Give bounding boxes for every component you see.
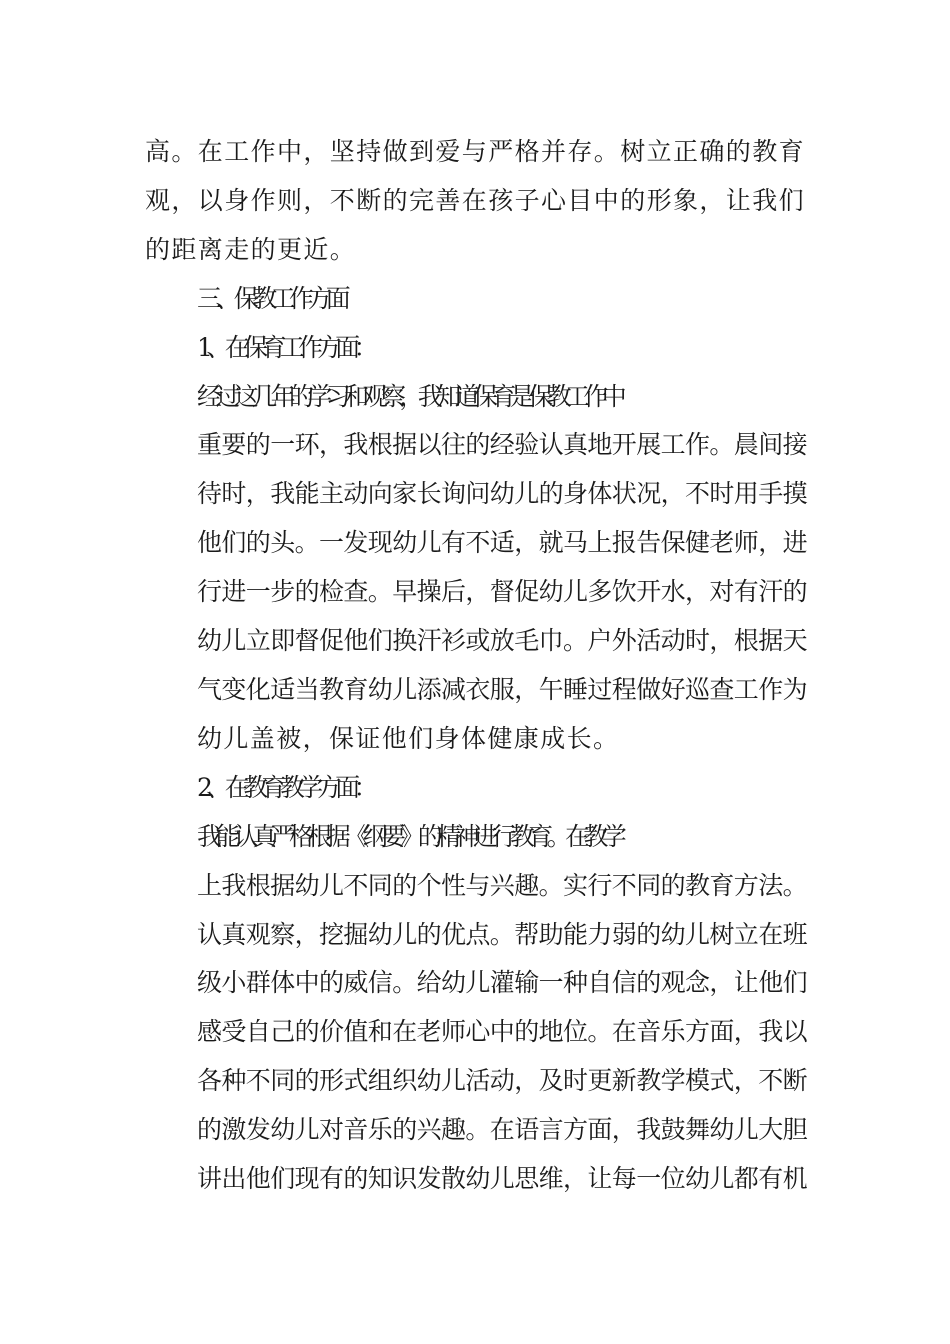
paragraph xyxy=(145,275,810,324)
text-line: 行进一步的检查。早操后，督促幼儿多饮开水，对有汗的 xyxy=(197,577,808,607)
text-line: 2、在教育教学方面： xyxy=(197,772,372,802)
text-line: 认真观察，挖掘幼儿的优点。帮助能力弱的幼儿树立在班 xyxy=(197,919,808,949)
text-line: 的激发幼儿对音乐的兴趣。在语言方面，我鼓舞幼儿大胆 xyxy=(197,1115,808,1145)
text-line: 各种不同的形式组织幼儿活动，及时更新教学模式，不断 xyxy=(197,1066,808,1096)
text-line: 他们的头。一发现幼儿有不适，就马上报告保健老师，进 xyxy=(197,528,808,558)
text-line: 感受自己的价值和在老师心中的地位。在音乐方面，我以 xyxy=(197,1017,808,1047)
text-line: 上我根据幼儿不同的个性与兴趣。实行不同的教育方法。 xyxy=(197,870,808,900)
text-line: 观，以身作则，不断的完善在孩子心目中的形象，让我们 xyxy=(145,185,806,215)
text-line: 高。在工作中，坚持做到爱与严格并存。树立正确的教育 xyxy=(145,137,806,166)
paragraph xyxy=(145,373,810,764)
text-line: 讲出他们现有的知识发散幼儿思维，让每一位幼儿都有机 xyxy=(197,1164,808,1194)
document-body xyxy=(145,128,810,1204)
text-line: 待时，我能主动向家长询问幼儿的身体状况，不时用手摸 xyxy=(197,479,808,509)
text-line: 幼儿立即督促他们换汗衫或放毛巾。户外活动时，根据天 xyxy=(197,626,808,656)
paragraph xyxy=(145,324,810,373)
text-line: 三、保教工作方面 xyxy=(197,283,345,313)
text-line: 1、在保育工作方面： xyxy=(197,332,372,362)
paragraph xyxy=(145,764,810,813)
text-line: 我能认真严格根据《纲要》的精神进行教育。在教学 xyxy=(197,821,621,851)
text-line: 级小群体中的威信。给幼儿灌输一种自信的观念，让他们 xyxy=(197,968,808,998)
text-line: 经过这几年的学习和观察，我知道保育是保教工作中 xyxy=(197,381,621,411)
paragraph xyxy=(145,128,810,275)
text-line: 幼儿盖被，保证他们身体健康成长。 xyxy=(197,723,620,753)
paragraph xyxy=(145,813,810,1204)
text-line: 气变化适当教育幼儿添减衣服，午睡过程做好巡查工作为 xyxy=(197,674,808,704)
text-line: 的距离走的更近。 xyxy=(145,234,357,264)
text-line: 重要的一环，我根据以往的经验认真地开展工作。晨间接 xyxy=(197,430,808,460)
